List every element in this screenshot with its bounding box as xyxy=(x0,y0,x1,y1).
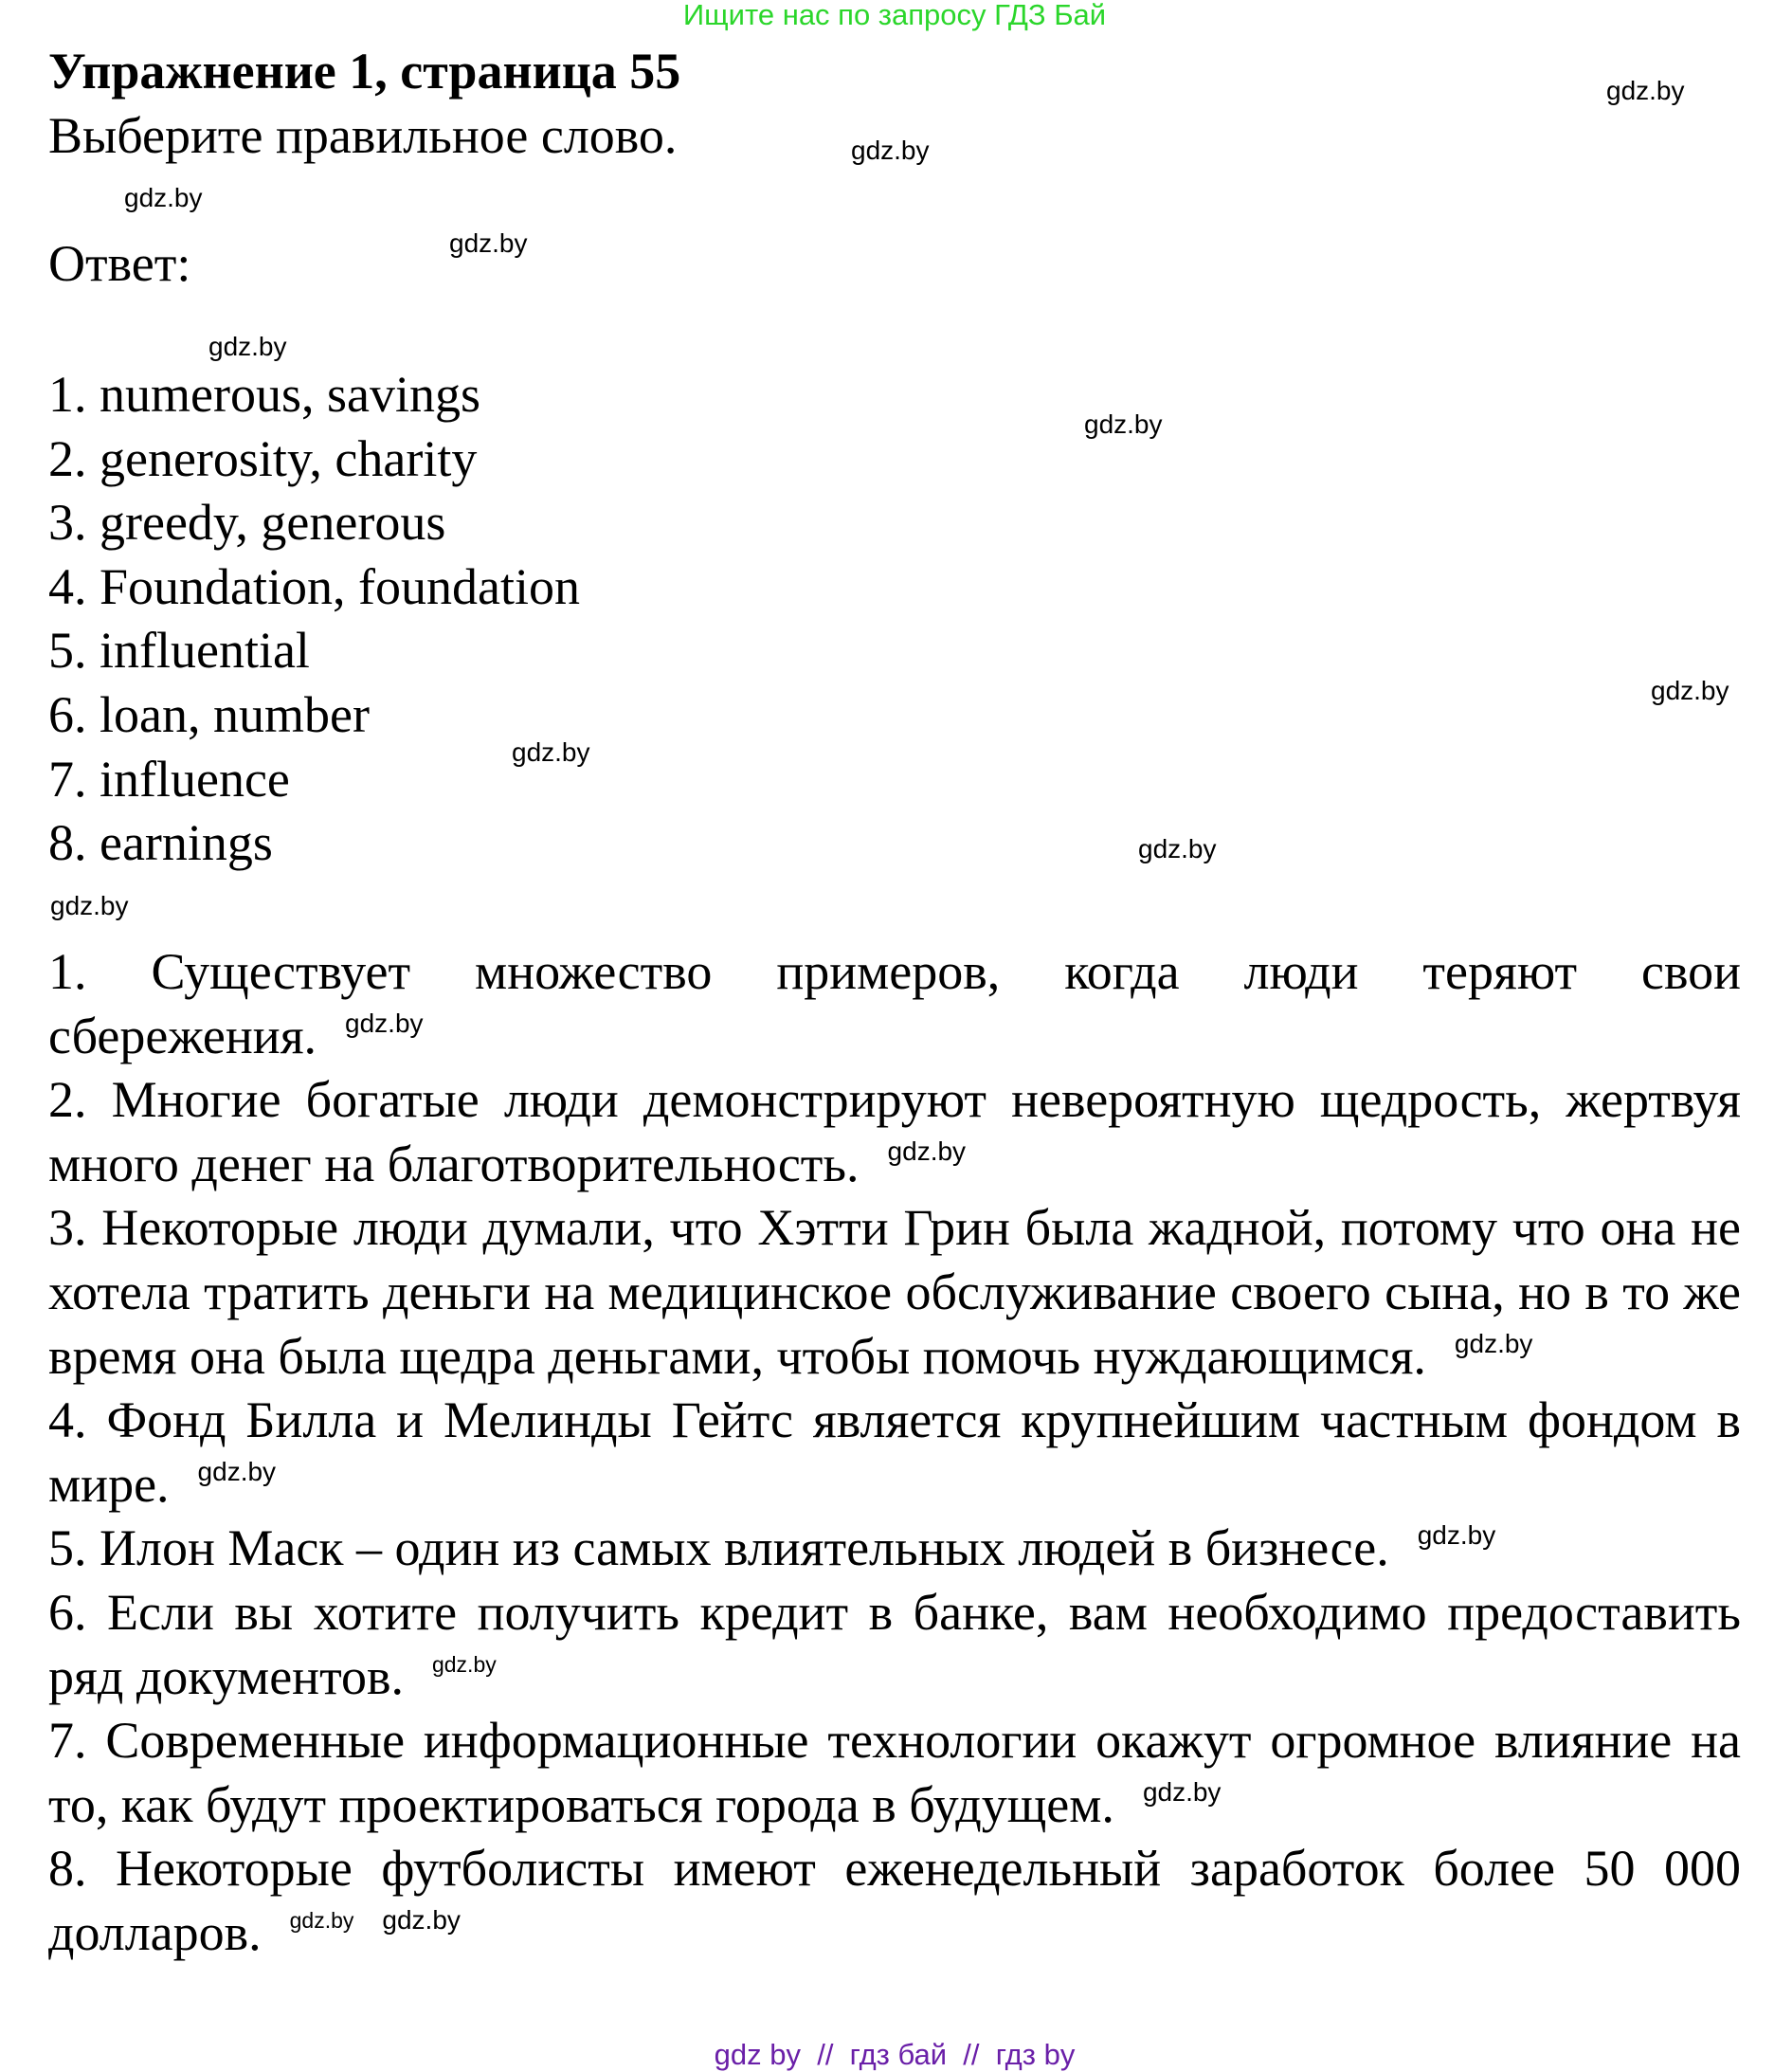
list-item: 7. influence xyxy=(48,750,290,808)
answer-list xyxy=(48,363,580,876)
watermark: gdz.by xyxy=(512,737,590,767)
list-item: 1. numerous, savings xyxy=(48,366,480,423)
watermark: gdz.by xyxy=(1651,676,1729,705)
translation-text: 5. Илон Маск – один из самых влиятельных людей в бизнесе. xyxy=(48,1519,1389,1577)
watermark: gdz.by xyxy=(50,891,129,920)
search-banner: Ищите нас по запросу ГДЗ Бай xyxy=(682,0,1107,31)
translation-text: 3. Некоторые люди думали, что Хэтти Грин была жадной, потому что она не хотела тратить деньги на медицинское обслуживание своего сына, но в то же время она была щедра деньгами, чтобы помочь нуждающимся. xyxy=(48,1199,1741,1385)
list-item: 5. influential xyxy=(48,622,310,680)
translation-item xyxy=(48,1068,1741,1196)
translation-item xyxy=(48,1837,1741,1965)
translation-item xyxy=(48,1389,1741,1517)
watermark: gdz.by xyxy=(1454,1328,1533,1358)
watermark: gdz.by xyxy=(345,1008,424,1038)
translation-text: 1. Существует множество примеров, когда люди теряют свои сбережения. xyxy=(48,943,1741,1064)
list-item: 8. earnings xyxy=(48,814,273,872)
translation-text: 2. Многие богатые люди демонстрируют невероятную щедрость, жертвуя много денег на благотворительность. xyxy=(48,1071,1741,1192)
watermark: gdz.by xyxy=(1138,834,1217,863)
watermark: gdz.by xyxy=(1084,409,1163,439)
translation-item xyxy=(48,1517,1741,1581)
page-title: Упражнение 1, страница 55 xyxy=(48,43,681,100)
watermark: gdz.by xyxy=(1606,76,1685,105)
watermark: gdz.by xyxy=(197,1456,277,1486)
watermark: gdz.by xyxy=(449,228,528,258)
list-item: 2. generosity, charity xyxy=(48,429,478,487)
watermark: gdz.by xyxy=(289,1907,354,1933)
translation-item xyxy=(48,1581,1741,1709)
list-item: 3. greedy, generous xyxy=(48,494,446,552)
translation-item xyxy=(48,940,1741,1068)
watermark: gdz.by xyxy=(1142,1776,1222,1807)
translation-item xyxy=(48,1196,1741,1389)
translation-list xyxy=(48,940,1741,1966)
translation-text: 4. Фонд Билла и Мелинды Гейтс является крупнейшим частным фондом в мире. xyxy=(48,1391,1741,1513)
answer-label: Ответ: xyxy=(48,235,191,292)
task-instruction: Выберите правильное слово. xyxy=(48,107,678,164)
watermark: gdz.by xyxy=(887,1136,967,1166)
watermark: gdz.by xyxy=(431,1651,497,1677)
list-item: 4. Foundation, foundation xyxy=(48,557,580,615)
watermark: gdz.by xyxy=(851,136,930,165)
translation-text: 6. Если вы хотите получить кредит в банке, вам необходимо предоставить ряд документов. xyxy=(48,1583,1741,1705)
watermark: gdz.by xyxy=(382,1904,461,1935)
translation-text: 8. Некоторые футболисты имеют еженедельный заработок более 50 000 долларов. xyxy=(48,1840,1741,1961)
footer-links[interactable]: gdz by // гдз бай // гдз by xyxy=(714,2038,1076,2071)
watermark: gdz.by xyxy=(1417,1520,1496,1551)
translation-text: 7. Современные информационные технологии окажут огромное влияние на то, как будут проектироваться города в будущем. xyxy=(48,1712,1741,1833)
watermark: gdz.by xyxy=(124,183,203,212)
translation-item xyxy=(48,1709,1741,1837)
list-item: 6. loan, number xyxy=(48,685,370,743)
watermark: gdz.by xyxy=(208,332,287,361)
